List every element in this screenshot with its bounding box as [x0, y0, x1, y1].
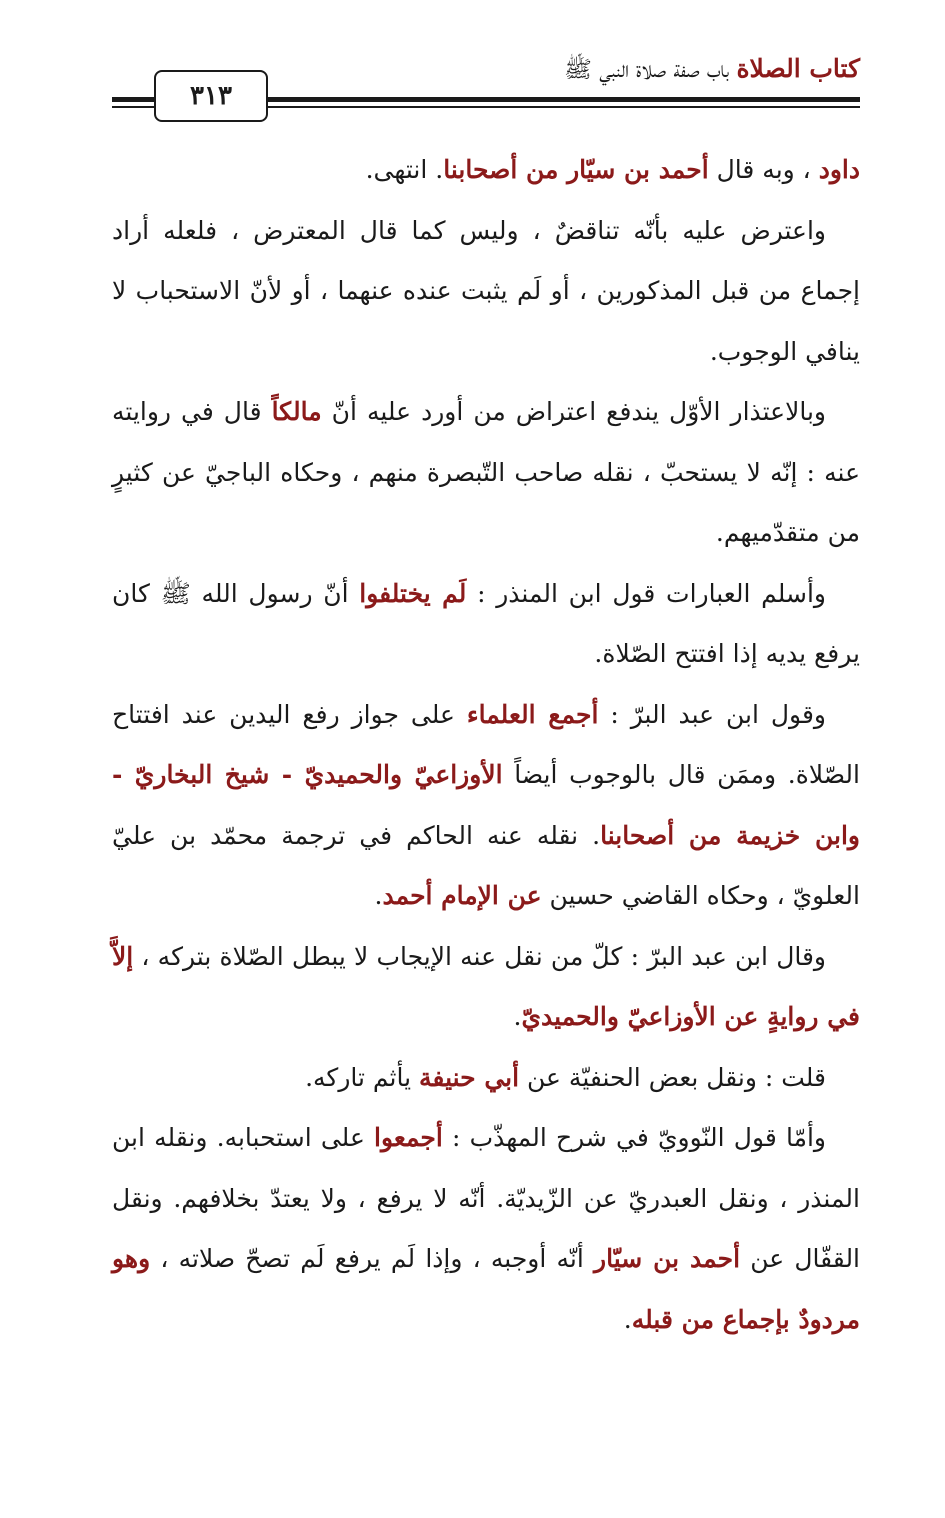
body-text: أنّه أوجبه ، وإذا لَم يرفع لَم تصحّ صلاته ، — [150, 1244, 594, 1273]
highlighted-text: أبي حنيفة — [419, 1062, 520, 1092]
paragraph — [112, 382, 860, 564]
body-text: . انتهى. — [365, 155, 444, 184]
body-text: قال في روايته عنه : إنّه لا يستحبّ ، نقله صاحب التّبصرة منهم ، وحكاه الباجيّ عن كثيرٍ من متقدّميهم. — [112, 397, 860, 547]
highlighted-text: إلاَّ في روايةٍ عن الأوزاعيّ والحميديّ — [112, 941, 860, 1031]
body-text: على استحبابه. ونقله ابن المنذر ، ونقل العبدريّ عن الزّيديّة. أنّه لا يرفع ، ولا يعتدّ بخلافهم. ونقل القفّال عن — [112, 1123, 861, 1273]
body-text: يأثم تاركه. — [305, 1062, 420, 1092]
highlighted-text: مالكاً — [271, 397, 322, 426]
highlighted-text: الأوزاعيّ والحميديّ - شيخ البخاريّ - وابن خزيمة من أصحابنا — [112, 760, 860, 850]
paragraph — [112, 1108, 860, 1350]
body-text: وأمّا قول النّوويّ في شرح المهذّب : — [442, 1123, 827, 1152]
highlighted-text: أحمد بن سيّار — [594, 1244, 741, 1273]
body-text: . — [374, 881, 383, 910]
body-text: وبالاعتذار الأوّل يندفع اعتراض من أورد عليه أنّ — [321, 397, 827, 426]
body-text: واعترض عليه بأنّه تناقضٌ ، وليس كما قال المعترض ، فلعله أراد إجماع من قبل المذكورين ، أو لَم يثبت عنده عنهما ، أو لأنّ الاستحباب لا ينافي الوجوب. — [112, 215, 860, 366]
paragraph — [112, 564, 860, 685]
paragraph — [112, 685, 860, 927]
book-title: كتاب الصلاة — [736, 54, 860, 83]
page-header — [112, 40, 860, 125]
paragraph — [112, 201, 860, 383]
body-text: قلت : ونقل بعض الحنفيّة عن — [519, 1062, 826, 1092]
body-text: . — [513, 1002, 522, 1031]
paragraph — [112, 1048, 860, 1109]
highlighted-text: لَم يختلفوا — [359, 578, 467, 608]
highlighted-text: أحمد بن سيّار من أصحابنا — [443, 155, 709, 184]
body-text: أنّ رسول الله ﷺ كان يرفع يديه إذا افتتح الصّلاة. — [112, 578, 860, 668]
page-body — [112, 140, 860, 1350]
paragraph — [112, 140, 860, 201]
body-text: . نقله عنه الحاكم في ترجمة محمّد بن عليّ العلويّ ، وحكاه القاضي حسين — [112, 820, 860, 910]
body-text: . — [623, 1304, 632, 1334]
highlighted-text: وهو مردودٌ بإجماع من قبله — [112, 1244, 860, 1334]
highlighted-text: داود — [818, 155, 860, 184]
body-text: وقول ابن عبد البرّ : — [598, 699, 826, 729]
body-text: وقال ابن عبد البرّ : كلّ من نقل عنه الإيجاب لا يبطل الصّلاة بتركه ، — [133, 941, 826, 971]
paragraph — [112, 927, 860, 1048]
highlighted-text: عن الإمام أحمد — [382, 881, 542, 910]
body-text: ، وبه قال — [708, 155, 819, 184]
highlighted-text: أجمعوا — [374, 1123, 443, 1152]
body-text: على جواز رفع اليدين عند افتتاح الصّلاة. وممَن قال بالوجوب أيضاً — [112, 699, 860, 789]
highlighted-text: أجمع العلماء — [466, 699, 599, 729]
running-title — [564, 54, 860, 85]
page-number: ٣١٣ — [154, 70, 268, 122]
body-text: وأسلم العبارات قول ابن المنذر : — [466, 578, 826, 608]
chapter-title: باب صفة صلاة النبي ﷺ — [564, 57, 730, 83]
